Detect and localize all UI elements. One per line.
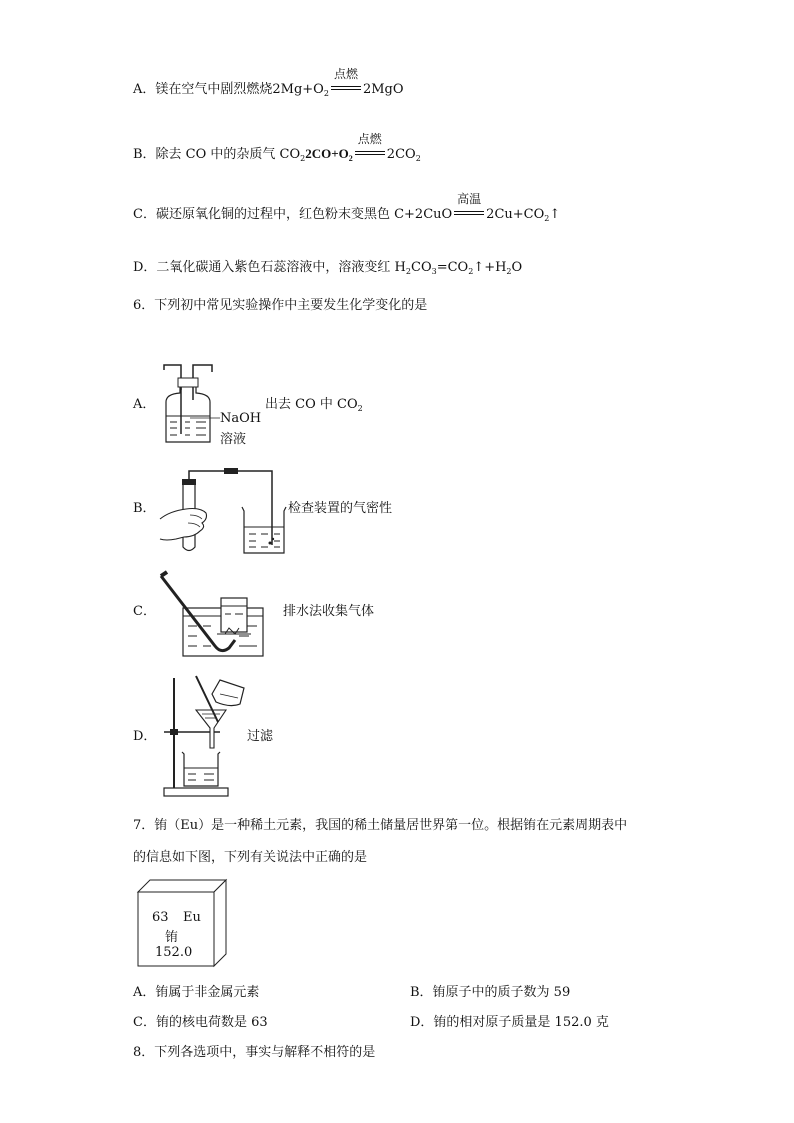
q5-a-cond-text: 点燃 bbox=[333, 67, 358, 81]
q6-a-caption-text: 出去 CO 中 CO bbox=[265, 397, 358, 412]
q5-b-label: B．除去 CO 中的杂质气 CO bbox=[133, 147, 301, 162]
q6-d-caption: 过滤 bbox=[247, 729, 274, 744]
element-atomic-number: 63 bbox=[152, 910, 169, 925]
q7-stem-line2: 的信息如下图，下列有关说法中正确的是 bbox=[133, 850, 368, 865]
q5-c-condition bbox=[454, 192, 484, 223]
q6-a-solution-label: 溶液 bbox=[220, 432, 247, 447]
q5-b-label-sub: 2 bbox=[300, 154, 306, 163]
element-symbol: Eu bbox=[183, 910, 201, 925]
element-atomic-mass: 152.0 bbox=[155, 945, 193, 960]
q5-b-eq-right-sub: 2 bbox=[415, 154, 421, 163]
q5-d-tail-sub: 2 bbox=[506, 267, 512, 276]
q7-option-a: A．铕属于非金属元素 bbox=[133, 985, 260, 1000]
element-name: 铕 bbox=[165, 930, 179, 945]
q5-c-label: C．碳还原氧化铜的过程中，红色粉末变黑色 C+2CuO bbox=[133, 207, 453, 222]
q5-a-eq-right: 2MgO bbox=[362, 82, 404, 97]
q5-b-cond-text: 点燃 bbox=[357, 132, 382, 146]
q5-d-mid-sub: 2 bbox=[468, 267, 474, 276]
q5-option-a bbox=[133, 67, 404, 102]
q6-a-letter: A． bbox=[133, 397, 156, 412]
q5-d-h-sub: 2 bbox=[405, 267, 411, 276]
q5-d-end: O bbox=[511, 260, 523, 275]
q5-a-condition bbox=[331, 67, 361, 98]
q6-a-caption bbox=[265, 397, 363, 417]
q6-a-naoh-label: NaOH bbox=[220, 411, 262, 426]
q8-stem: 8．下列各选项中，事实与解释不相符的是 bbox=[133, 1045, 376, 1060]
q6-a-caption-sub: 2 bbox=[357, 404, 363, 413]
q5-d-eq-mid: =CO bbox=[436, 260, 469, 275]
q7-option-d: D．铕的相对原子质量是 152.0 克 bbox=[410, 1015, 609, 1030]
q6-c-caption: 排水法收集气体 bbox=[283, 604, 375, 619]
q5-b-eq-right: 2CO bbox=[386, 147, 416, 162]
q5-option-d bbox=[133, 260, 522, 280]
q7-option-c: C．铕的核电荷数是 63 bbox=[133, 1015, 268, 1030]
q5-a-eq-left-sub: 2 bbox=[323, 89, 329, 98]
q5-option-c bbox=[133, 192, 561, 227]
q5-b-condition bbox=[355, 132, 385, 163]
q5-option-b bbox=[133, 132, 421, 167]
q6-stem: 6．下列初中常见实验操作中主要发生化学变化的是 bbox=[133, 298, 428, 313]
q5-d-label: D．二氧化碳通入紫色石蕊溶液中，溶液变红 H bbox=[133, 260, 406, 275]
q6-c-letter: C． bbox=[133, 604, 156, 619]
q5-d-co-sub: 3 bbox=[431, 267, 437, 276]
q6-d-letter: D． bbox=[133, 729, 157, 744]
q5-a-label: A．镁在空气中剧烈燃烧 bbox=[133, 82, 273, 97]
airtightness-check-diagram bbox=[160, 467, 290, 557]
water-displacement-diagram bbox=[155, 568, 270, 660]
q7-stem-line1: 7．铕（Eu）是一种稀土元素，我国的稀土储量居世界第一位。根据铕在元素周期表中 bbox=[133, 818, 628, 833]
q7-option-b: B．铕原子中的质子数为 59 bbox=[410, 985, 571, 1000]
q5-c-cond-text: 高温 bbox=[457, 192, 482, 206]
q6-b-caption: 检查装置的气密性 bbox=[288, 501, 393, 516]
filtration-diagram bbox=[160, 674, 250, 800]
q5-c-arrow: ↑ bbox=[549, 207, 561, 222]
q5-b-eq-left: 2CO+O bbox=[305, 146, 349, 161]
q5-b-eq-left-sub: 2 bbox=[348, 154, 353, 163]
q5-a-eq-left: 2Mg+O bbox=[272, 82, 324, 97]
q5-c-eq-right: 2Cu+CO bbox=[486, 207, 545, 222]
q6-b-letter: B． bbox=[133, 501, 156, 516]
q5-d-co: CO bbox=[411, 260, 432, 275]
q5-d-tail: ↑+H bbox=[473, 260, 507, 275]
q5-c-eq-right-sub: 2 bbox=[544, 214, 550, 223]
